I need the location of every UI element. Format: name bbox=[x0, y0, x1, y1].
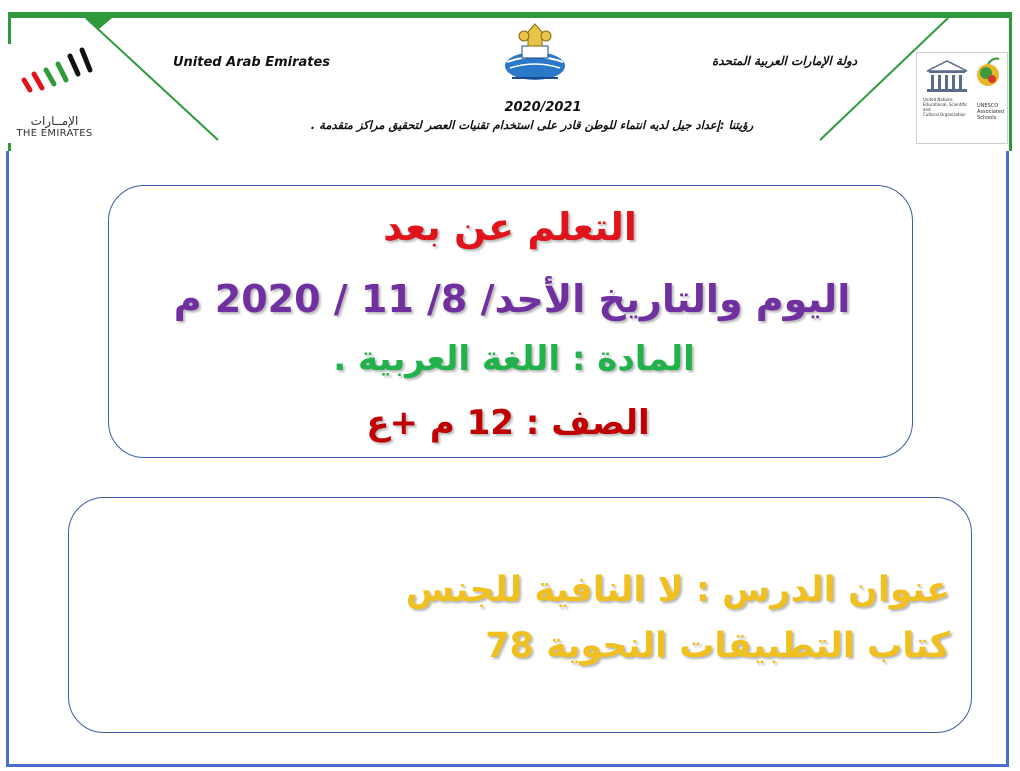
unesco-temple-icon bbox=[923, 59, 971, 95]
country-name-en: United Arab Emirates bbox=[173, 55, 331, 70]
academic-year: 2020/2021 bbox=[504, 100, 582, 115]
emirates-brand-logo-icon bbox=[8, 44, 101, 114]
unesco-text-1: United Nations Educational, Scientific and Cultural Organization bbox=[923, 97, 968, 117]
lesson-card bbox=[68, 497, 972, 733]
unesco-text-2: UNESCO Associated Schools bbox=[977, 103, 1005, 121]
subject-line: المادة : اللغة العربية . bbox=[333, 339, 695, 379]
card-title: التعلم عن بعد bbox=[383, 205, 637, 249]
emirates-logo bbox=[8, 44, 101, 143]
grade-line: الصف : 12 م +ع bbox=[366, 403, 650, 443]
school-emblem-icon bbox=[498, 22, 572, 88]
book-reference: كتاب التطبيقات النحوية 78 bbox=[485, 626, 950, 666]
unesco-logo bbox=[916, 52, 1008, 144]
lesson-title: عنوان الدرس : لا النافية للجنس bbox=[405, 570, 950, 610]
emirates-logo-en: THE EMIRATES bbox=[16, 128, 93, 139]
date-line: اليوم والتاريخ الأحد/ 8/ 11 / 2020 م bbox=[173, 277, 851, 321]
unesco-globe-icon bbox=[973, 55, 1003, 95]
emirates-logo-ar: الإمــارات bbox=[30, 114, 79, 128]
country-name-ar: دولة الإمارات العربية المتحدة bbox=[712, 54, 858, 68]
vision-statement: رؤيتنا :إعداد جيل لديه انتماء للوطن قادر على استخدام تقنيات العصر لتحقيق مراكز متقدمة . bbox=[310, 118, 754, 132]
